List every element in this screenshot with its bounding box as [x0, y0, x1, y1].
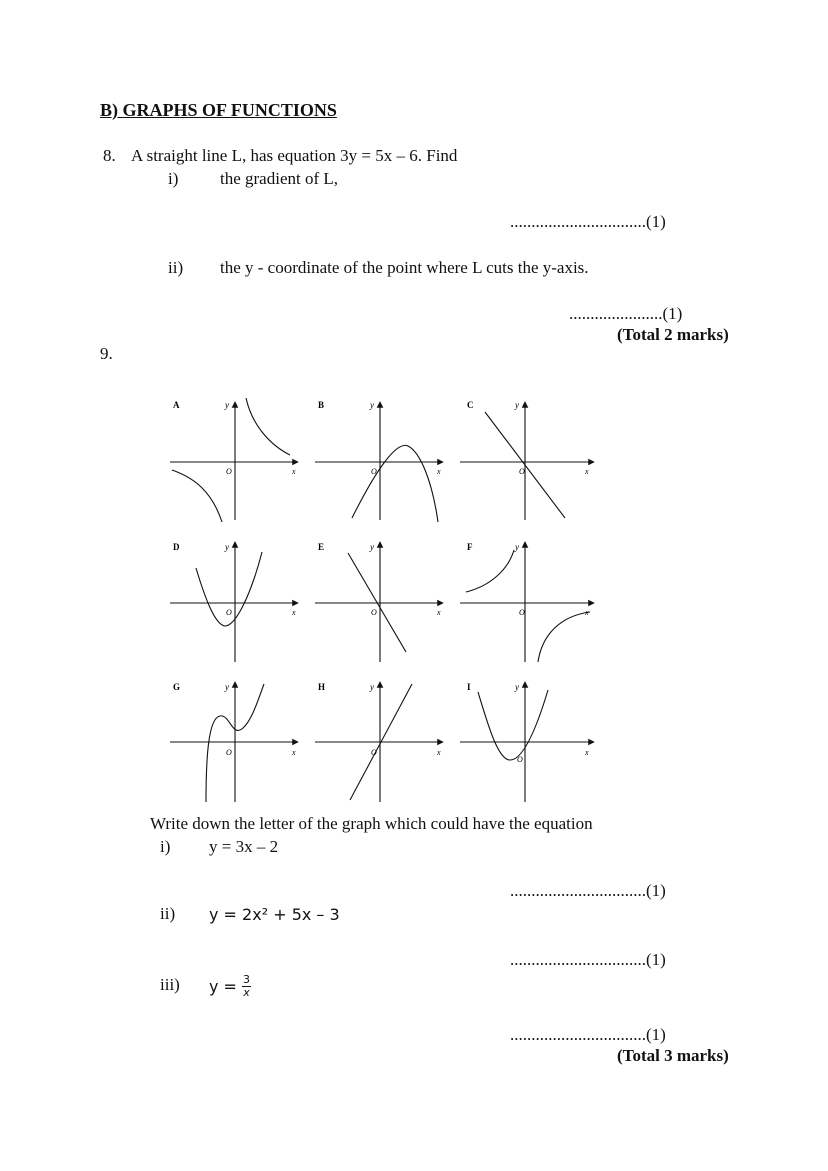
- graph-i-y-label: y: [515, 682, 519, 692]
- graph-d-letter: D: [173, 542, 180, 552]
- q9-part-i-answer-line-2[interactable]: ................................(1): [510, 950, 666, 969]
- q8-part-i-label: i): [168, 169, 179, 188]
- graph-b-x-label: x: [437, 467, 441, 476]
- q9-part-iii-lhs: y =: [209, 976, 237, 996]
- graph-d-origin: O: [226, 608, 232, 617]
- q8-total-marks: (Total 2 marks): [617, 325, 729, 344]
- q9-part-iii-numerator: 3: [242, 972, 250, 986]
- graph-b[interactable]: [315, 402, 443, 522]
- q8-part-i-answer-line[interactable]: ................................(1): [510, 212, 666, 231]
- q9-part-ii-label: ii): [160, 904, 176, 923]
- graph-c-letter: C: [467, 400, 474, 410]
- graph-h-letter: H: [318, 682, 326, 692]
- q9-part-i-answer-line[interactable]: ................................(1): [510, 881, 666, 900]
- q9-stem: Write down the letter of the graph which could have the equation: [150, 814, 593, 833]
- q9-part-ii-equation: y = 2x² + 5x – 3: [209, 905, 340, 924]
- graph-e-origin: O: [371, 608, 377, 617]
- graph-h-x-label: x: [437, 748, 441, 757]
- graph-i[interactable]: [460, 682, 594, 802]
- graph-f-origin: O: [519, 608, 525, 617]
- graph-h-y-label: y: [370, 682, 374, 692]
- graph-e[interactable]: [315, 542, 443, 662]
- q8-part-i-text: the gradient of L,: [220, 169, 339, 188]
- q9-part-iii-label: iii): [160, 975, 180, 994]
- graph-f-y-label: y: [515, 542, 519, 552]
- graph-e-letter: E: [318, 542, 325, 552]
- q8-part-ii-label: ii): [168, 258, 184, 277]
- graph-d-y-label: y: [225, 542, 229, 552]
- graph-d[interactable]: [170, 542, 298, 662]
- graph-g-origin: O: [226, 748, 232, 757]
- graph-c-origin: O: [519, 467, 525, 476]
- q8-number: 8.: [103, 146, 116, 165]
- graph-h[interactable]: [315, 682, 443, 802]
- graph-g-y-label: y: [225, 682, 229, 692]
- graph-f-letter: F: [467, 542, 473, 552]
- graph-f[interactable]: [460, 542, 594, 662]
- graph-b-letter: B: [318, 400, 325, 410]
- graph-a-y-label: y: [225, 400, 229, 410]
- q8-part-ii-answer-line[interactable]: ......................(1): [569, 304, 683, 323]
- graph-c-y-label: y: [515, 400, 519, 410]
- q9-total-marks: (Total 3 marks): [617, 1046, 729, 1065]
- graph-a[interactable]: [170, 398, 298, 522]
- q9-part-iii-equation: [209, 970, 251, 1002]
- graph-e-x-label: x: [437, 608, 441, 617]
- graph-c-x-label: x: [585, 467, 589, 476]
- section-title: B) GRAPHS OF FUNCTIONS: [100, 100, 337, 120]
- q9-number: 9.: [100, 344, 113, 363]
- graph-a-letter: A: [173, 400, 180, 410]
- graph-f-x-label: x: [585, 608, 589, 617]
- q9-part-i-label: i): [160, 837, 171, 856]
- q9-part-iii-denominator: x: [243, 985, 250, 999]
- graph-g-x-label: x: [292, 748, 296, 757]
- graph-g-letter: G: [173, 682, 181, 692]
- graph-a-x-label: x: [292, 467, 296, 476]
- graph-c[interactable]: [460, 402, 594, 520]
- graph-h-origin: O: [371, 748, 377, 757]
- graph-d-x-label: x: [292, 608, 296, 617]
- graph-b-origin: O: [371, 467, 377, 476]
- graph-i-x-label: x: [585, 748, 589, 757]
- q9-part-iii-fraction: [242, 974, 251, 999]
- graph-i-letter: I: [467, 682, 471, 692]
- graph-g[interactable]: [170, 682, 298, 802]
- q8-part-ii-text: the y - coordinate of the point where L cuts the y-axis.: [220, 258, 589, 277]
- q9-part-iii-answer-line[interactable]: ................................(1): [510, 1025, 666, 1044]
- graph-a-origin: O: [226, 467, 232, 476]
- graph-b-y-label: y: [370, 400, 374, 410]
- graph-i-origin: O: [517, 755, 523, 764]
- q8-stem: A straight line L, has equation 3y = 5x – 6. Find: [131, 146, 458, 165]
- q9-part-i-equation: y = 3x – 2: [209, 837, 279, 856]
- graph-e-y-label: y: [370, 542, 374, 552]
